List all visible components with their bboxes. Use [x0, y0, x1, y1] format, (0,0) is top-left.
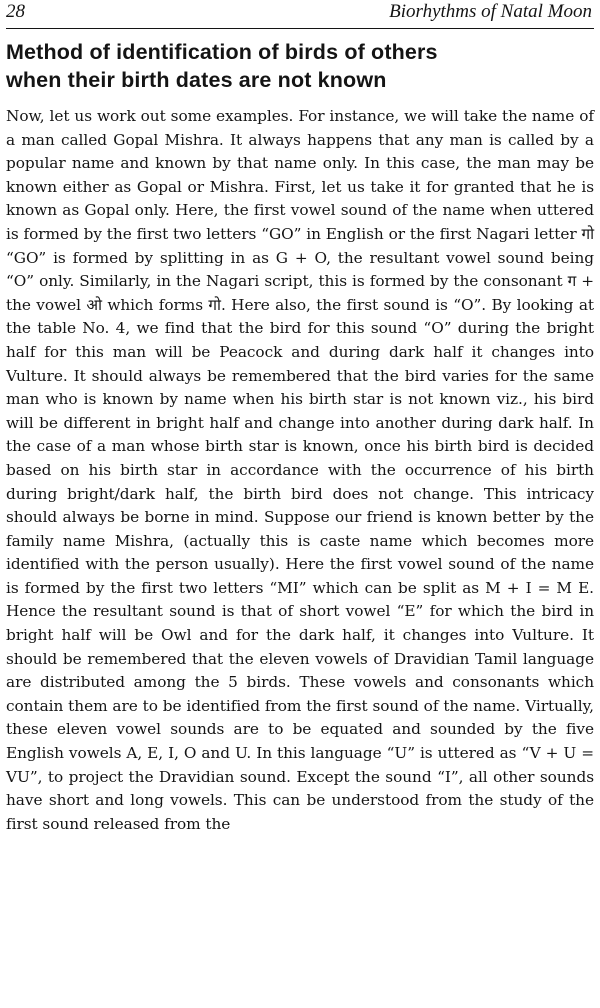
body-paragraph: Now, let us work out some examples. For instance, we will take the name of a man called Gopal Mishra. It always happens that any man is called by a popular name and known by that name only. In this case, the man may be known either as Gopal or Mishra. First, let us take it for granted that he is known as Gopal only. Here, the first vowel sound of the name when uttered is formed by the first two letters “GO” in English or the first Nagari letter गो “GO” is formed by splitting in as G + O, the resultant vowel sound being “O” only. Similarly, in the Nagari script, this is formed by the consonant ग + the vowel ओ which forms गो. Here also, the first sound is “O”. By looking at the table No. 4, we find that the bird for this sound “O” during the bright half for this man will be Peacock and during dark half it changes into Vulture. It should always be remembered that the bird varies for the same man who is known by name when his birth star is not known viz., his bird will be different in bright half and change into another during dark half. In the case of a man whose birth star is known, once his birth bird is decided based on his birth star in accordance with the occurrence of his birth during bright/dark half, the birth bird does not change. This intricacy should always be borne in mind. Suppose our friend is known better by the family name Mishra, (actually this is caste name which becomes more identified with the person usually). Here the first vowel sound of the name is formed by the first two letters “MI” which can be split as M + I = M E. Hence the resultant sound is that of short vowel “E” for which the bird in bright half will be Owl and for the dark half, it changes into Vulture. It should be remembered that the eleven vowels of Dravidian Tamil language are distributed among the 5 birds. These vowels and consonants which contain them are to be identified from the first sound of the name. Virtually, these eleven vowel sounds are to be equated and sounded by the five English vowels A, E, I, O and U. In this language “U” is uttered as “V + U = VU”, to project the Dravidian sound. Except the sound “I”, all other sounds have short and long vowels. This can be understood from the study of the first sound released from the: [6, 107, 594, 833]
book-title: Biorhythms of Natal Moon: [389, 1, 592, 22]
page-number: 28: [6, 1, 25, 22]
section-heading-line-2: when their birth dates are not known: [6, 68, 387, 92]
running-header: [6, 2, 594, 29]
section-heading-line-1: Method of identification of birds of others: [6, 40, 438, 64]
section-heading: [6, 38, 594, 94]
